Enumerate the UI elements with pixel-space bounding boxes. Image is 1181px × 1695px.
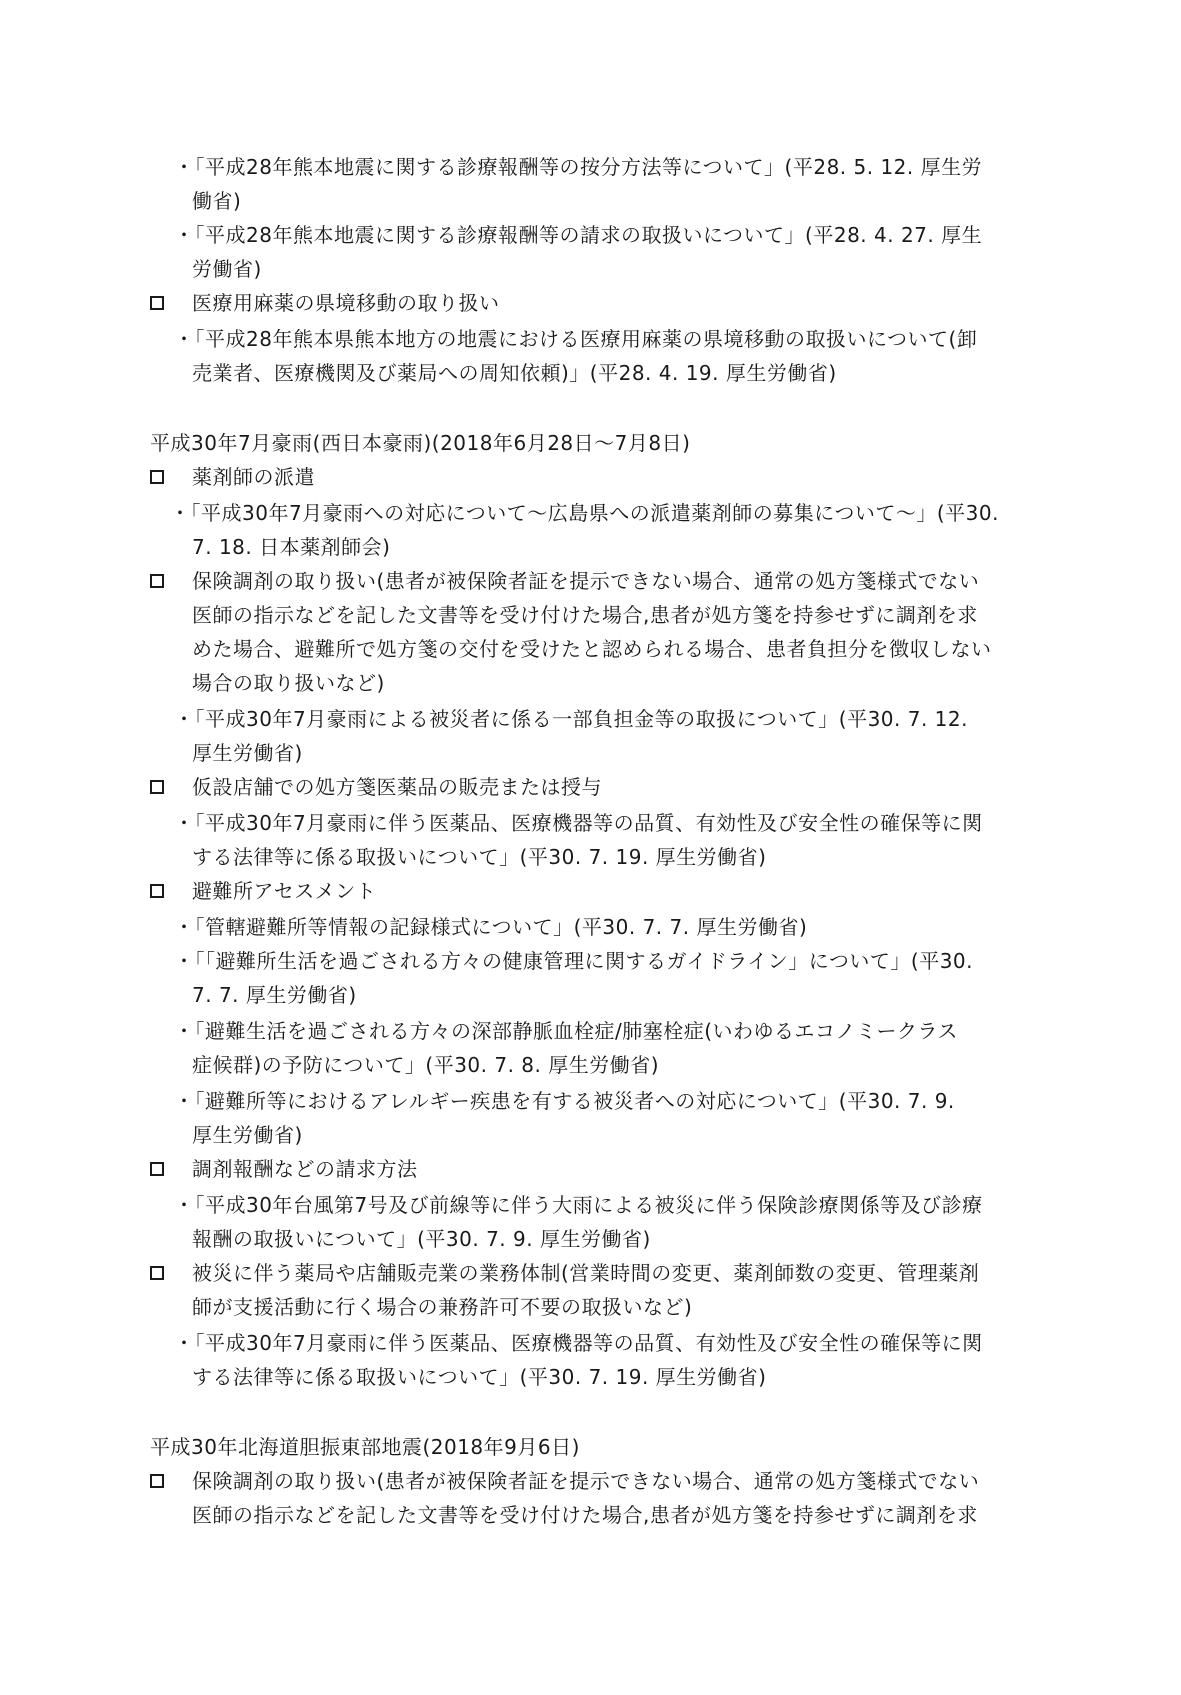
kumamoto-bullet-1-line-1: ・「平成28年熊本地震に関する診療報酬等の按分方法等について」(平28. 5. 12. 厚生労 xyxy=(174,155,983,179)
hokkaido-insurance-line-2: 医師の指示などを記した文書等を受け付けた場合,患者が処方箋を持参せずに調剤を求 xyxy=(192,1503,978,1527)
shelter-bullet-1: ・「管轄避難所等情報の記録様式について」(平30. 7. 7. 厚生労働省) xyxy=(174,915,808,939)
system-bullet-1-line-2: する法律等に係る取扱いについて」(平30. 7. 19. 厚生労働省) xyxy=(192,1365,767,1389)
kumamoto-bullet-3-line-1: ・「平成28年熊本県熊本地方の地震における医療用麻薬の県境移動の取扱いについて(卸 xyxy=(174,327,978,351)
checkbox-icon xyxy=(150,884,164,898)
billing-bullet-1-line-2: 報酬の取扱いについて」(平30. 7. 9. 厚生労働省) xyxy=(192,1227,651,1251)
shelter-bullet-2-line-2: 7. 7. 厚生労働省) xyxy=(192,983,357,1007)
insurance-bullet-1-line-2: 厚生労働省) xyxy=(192,741,303,765)
temporary-bullet-1-line-2: する法律等に係る取扱いについて」(平30. 7. 19. 厚生労働省) xyxy=(192,845,767,869)
shelter-bullet-2-line-1: ・「「避難所生活を過ごされる方々の健康管理に関するガイドライン」について」(平30. xyxy=(174,949,974,973)
kumamoto-bullet-2-line-1: ・「平成28年熊本地震に関する診療報酬等の請求の取扱いについて」(平28. 4. 27. 厚生 xyxy=(174,223,983,247)
dispatch-bullet-1-line-1: ・「平成30年7月豪雨への対応について～広島県への派遣薬剤師の募集について～」(平30. xyxy=(170,501,999,525)
insurance-bullet-1-line-1: ・「平成30年7月豪雨による被災者に係る一部負担金等の取扱について」(平30. 7. 12. xyxy=(174,707,968,731)
checkbox-icon xyxy=(150,574,164,588)
hokkaido-insurance-line-1: 保険調剤の取り扱い(患者が被保険者証を提示できない場合、通常の処方箋様式でない xyxy=(192,1469,980,1493)
kumamoto-bullet-2-line-2: 労働省) xyxy=(192,257,262,281)
item-insurance-line-1: 保険調剤の取り扱い(患者が被保険者証を提示できない場合、通常の処方箋様式でない xyxy=(192,569,980,593)
item-insurance-line-3: めた場合、避難所で処方箋の交付を受けたと認められる場合、患者負担分を徴収しない xyxy=(192,637,992,661)
kumamoto-bullet-1-line-2: 働省) xyxy=(192,189,242,213)
item-narcotics: 医療用麻薬の県境移動の取り扱い xyxy=(192,291,500,315)
item-billing: 調剤報酬などの請求方法 xyxy=(192,1157,418,1181)
item-system-line-1: 被災に伴う薬局や店舗販売業の業務体制(営業時間の変更、薬剤師数の変更、管理薬剤 xyxy=(192,1261,980,1285)
dispatch-bullet-1-line-2: 7. 18. 日本薬剤師会) xyxy=(192,535,391,559)
shelter-bullet-3-line-1: ・「避難生活を過ごされる方々の深部静脈血栓症/肺塞栓症(いわゆるエコノミークラス xyxy=(174,1019,958,1043)
checkbox-icon xyxy=(150,296,164,310)
item-temporary-store: 仮設店舗での処方箋医薬品の販売または授与 xyxy=(192,775,602,799)
billing-bullet-1-line-1: ・「平成30年台風第7号及び前線等に伴う大雨による被災に伴う保険診療関係等及び診療 xyxy=(174,1193,983,1217)
shelter-bullet-3-line-2: 症候群)の予防について」(平30. 7. 8. 厚生労働省) xyxy=(192,1053,660,1077)
section-heading-hokkaido: 平成30年北海道胆振東部地震(2018年9月6日) xyxy=(150,1435,580,1459)
section-heading-west-japan: 平成30年7月豪雨(西日本豪雨)(2018年6月28日～7月8日) xyxy=(150,431,691,455)
kumamoto-bullet-3-line-2: 売業者、医療機関及び薬局への周知依頼)」(平28. 4. 19. 厚生労働省) xyxy=(192,361,837,385)
item-dispatch: 薬剤師の派遣 xyxy=(192,465,315,489)
checkbox-icon xyxy=(150,470,164,484)
temporary-bullet-1-line-1: ・「平成30年7月豪雨に伴う医薬品、医療機器等の品質、有効性及び安全性の確保等に関 xyxy=(174,811,983,835)
shelter-bullet-4-line-1: ・「避難所等におけるアレルギー疾患を有する被災者への対応について」(平30. 7. 9. xyxy=(174,1089,955,1113)
system-bullet-1-line-1: ・「平成30年7月豪雨に伴う医薬品、医療機器等の品質、有効性及び安全性の確保等に関 xyxy=(174,1331,983,1355)
shelter-bullet-4-line-2: 厚生労働省) xyxy=(192,1123,303,1147)
item-insurance-line-2: 医師の指示などを記した文書等を受け付けた場合,患者が処方箋を持参せずに調剤を求 xyxy=(192,603,978,627)
item-shelter-assessment: 避難所アセスメント xyxy=(192,879,377,903)
item-system-line-2: 師が支援活動に行く場合の兼務許可不要の取扱いなど) xyxy=(192,1295,693,1319)
checkbox-icon xyxy=(150,1162,164,1176)
item-insurance-line-4: 場合の取り扱いなど) xyxy=(192,671,385,695)
checkbox-icon xyxy=(150,1266,164,1280)
checkbox-icon xyxy=(150,780,164,794)
checkbox-icon xyxy=(150,1474,164,1488)
